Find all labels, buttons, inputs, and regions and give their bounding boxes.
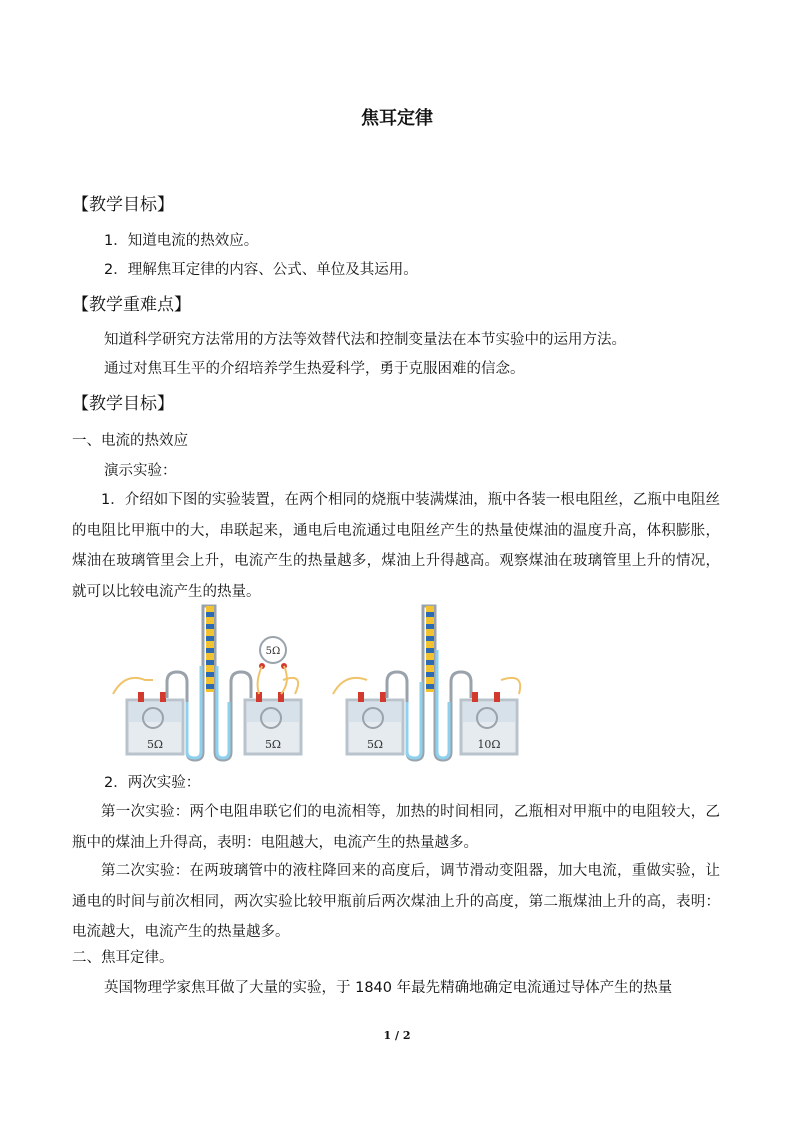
experiment-figure <box>105 602 525 762</box>
terminal <box>160 692 166 702</box>
section-heading-process: 【教学目标】 <box>72 394 174 414</box>
wire <box>113 678 153 694</box>
label-right-2: 10Ω <box>477 738 501 751</box>
section-heading-key-points: 【教学重难点】 <box>72 295 191 315</box>
goal-item-1: 1．知道电流的热效应。 <box>104 233 259 249</box>
terminal <box>380 692 386 702</box>
wire <box>333 678 367 694</box>
wire <box>501 678 520 694</box>
demo-2-label: 2．两次实验： <box>104 775 201 791</box>
terminal <box>358 692 364 702</box>
scale-ruler-left <box>206 606 214 692</box>
section-heading-goals: 【教学目标】 <box>72 195 174 215</box>
right-setup <box>333 606 520 760</box>
label-right-1: 5Ω <box>366 738 384 751</box>
experiment-1-paragraph: 第一次实验：两个电阻串联它们的电流相等，加热的时间相同，乙瓶相对甲瓶中的电阻较大，乙瓶中的煤油上升得高，表明：电阻越大，电流产生的热量越多。 <box>72 804 720 851</box>
page-number: 1 / 2 <box>383 1029 411 1042</box>
experiment-2-paragraph: 第二次实验：在两玻璃管中的液柱降回来的高度后，调节滑动变阻器，加大电流，重做实验，让通电的时间与前次相同，两次实验比较甲瓶前后两次煤油上升的高度，第二瓶煤油上升的高，表明：电流越大，电流产生的热量越多。 <box>72 863 720 940</box>
label-left-1: 5Ω <box>146 738 164 751</box>
demo-label: 演示实验： <box>104 463 177 479</box>
goal-item-2: 2．理解焦耳定律的内容、公式、单位及其运用。 <box>104 262 418 278</box>
key-point-2: 通过对焦耳生平的介绍培养学生热爱科学，勇于克服困难的信念。 <box>104 361 525 377</box>
terminal <box>472 692 478 702</box>
part1-heading: 一、电流的热效应 <box>72 433 188 449</box>
terminal <box>138 692 144 702</box>
demo-1-paragraph: 1．介绍如下图的实验装置，在两个相同的烧瓶中装满煤油，瓶中各装一根电阻丝，乙瓶中电阻丝的电阻比甲瓶中的大，串联起来，通电后电流通过电阻丝产生的热量使煤油的温度升高，体积膨胀，煤油在玻璃管里会上升，电流产生的热量越多，煤油上升得越高。观察煤油在玻璃管里上升的情况，就可以比较电流产生的热量。 <box>72 492 720 600</box>
document-title: 焦耳定律 <box>361 108 433 129</box>
key-point-1: 知道科学研究方法常用的方法等效替代法和控制变量法在本节实验中的运用方法。 <box>104 332 626 348</box>
part2-heading: 二、焦耳定律。 <box>72 950 174 966</box>
left-setup <box>113 606 301 760</box>
scale-ruler-right <box>426 606 434 692</box>
joule-intro-paragraph: 英国物理学家焦耳做了大量的实验，于 1840 年最先精确地确定电流通过导体产生的热量 <box>104 980 673 996</box>
label-parallel: 5Ω <box>265 646 281 657</box>
label-left-2: 5Ω <box>264 738 282 751</box>
terminal <box>494 692 500 702</box>
